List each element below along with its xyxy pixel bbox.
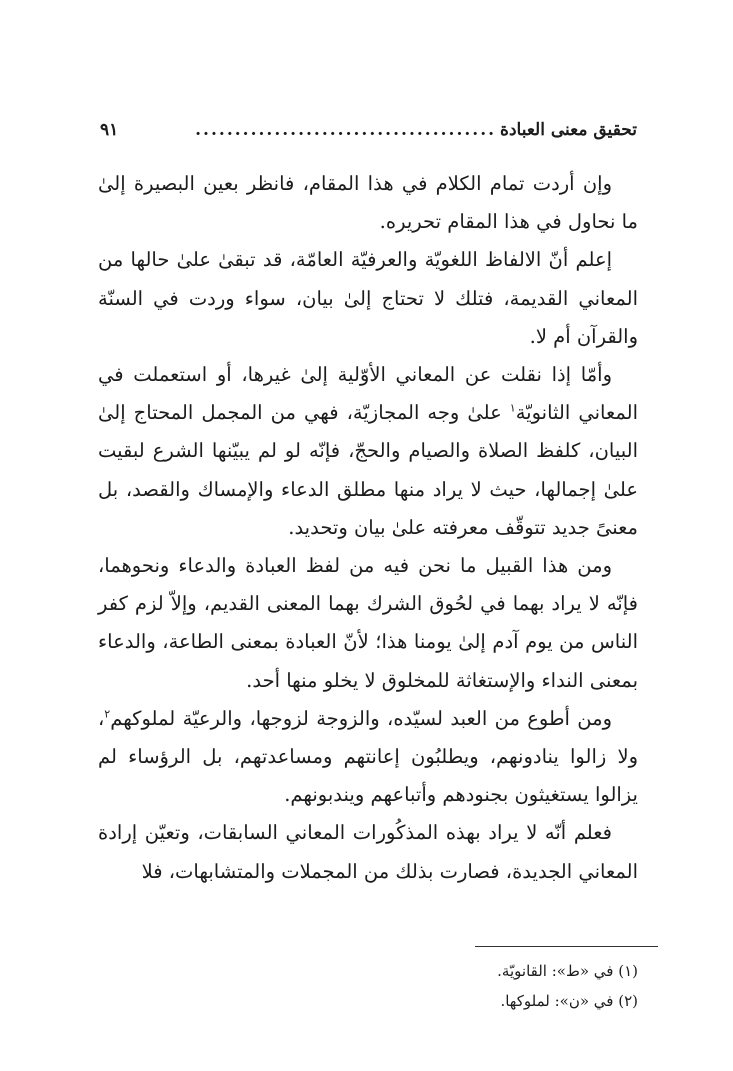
footnote-2: (٢) في «ن»: لملوكها.	[500, 992, 638, 1010]
running-header	[100, 116, 637, 144]
footnote-ref-1: ١	[509, 401, 516, 415]
footnote-separator	[475, 946, 658, 947]
body-text	[98, 165, 638, 891]
paragraph-4: ومن هذا القبيل ما نحن فيه من لفظ العبادة والدعاء ونحوهما، فإنّه لا يراد بهما في لحُوق الشرك بهما المعنى القديم، وإلاّ لزم كفر الناس من يوم آدم إلىٰ يومنا هذا؛ لأنّ العبادة بمعنى الطاعة، والدعاء بمعنى النداء والإستغاثة للمخلوق لا يخلو منها أحد.	[98, 554, 638, 692]
footnote-1: (١) في «ط»: القانويّة.	[497, 962, 638, 980]
paragraph-3	[98, 356, 638, 547]
paragraph-3-text-b: علىٰ وجه المجازيّة، فهي من المجمل المحتاج إلىٰ البيان، كلفظ الصلاة والصيام والحجّ، فإنّه لو لم يبيّنها الشرع لبقيت علىٰ إجمالها، حيث لا يراد منها مطلق الدعاء والإمساك والقصد، بل معنىً جديد تتوقّف معرفته علىٰ بيان وتحديد.	[98, 401, 638, 539]
paragraph-5-text-b: ، ولا زالوا ينادونهم، ويطلبُون إعانتهم ومساعدتهم، بل الرؤساء لم يزالوا يستغيثون بجنودهم وأتباعهم ويندبونهم.	[98, 706, 638, 807]
paragraph-6: فعلم أنّه لا يراد بهذه المذكُورات المعاني السابقات، وتعيّن إرادة المعاني الجديدة، فصارت بذلك من المجملات والمتشابهات، فلا	[98, 821, 638, 883]
paragraph-5-text-a: ومن أطوع من العبد لسيّده، والزوجة لزوجها، والرعيّة لملوكهم	[110, 706, 612, 730]
paragraph-3-text-a: وأمّا إذا نقلت عن المعاني الأوّلية إلىٰ غيرها، أو استعملت في المعاني الثانويّة	[98, 363, 638, 425]
header-leader-dots: ......................................	[195, 120, 497, 140]
footnote-ref-2: ٢	[104, 707, 111, 721]
header-title: تحقيق معنى العبادة	[500, 120, 637, 140]
page-number: ٩١	[100, 120, 119, 140]
paragraph-2: إعلم أنّ الالفاظ اللغويّة والعرفيّة العامّة، قد تبقىٰ علىٰ حالها من المعاني القديمة، فتلك لا تحتاج إلىٰ بيان، سواء وردت في السنّة والقرآن أم لا.	[98, 248, 638, 348]
paragraph-1: وإن أردت تمام الكلام في هذا المقام، فانظر بعين البصيرة إلىٰ ما نحاول في هذا المقام تحريره.	[98, 172, 638, 234]
paragraph-5	[98, 700, 638, 815]
